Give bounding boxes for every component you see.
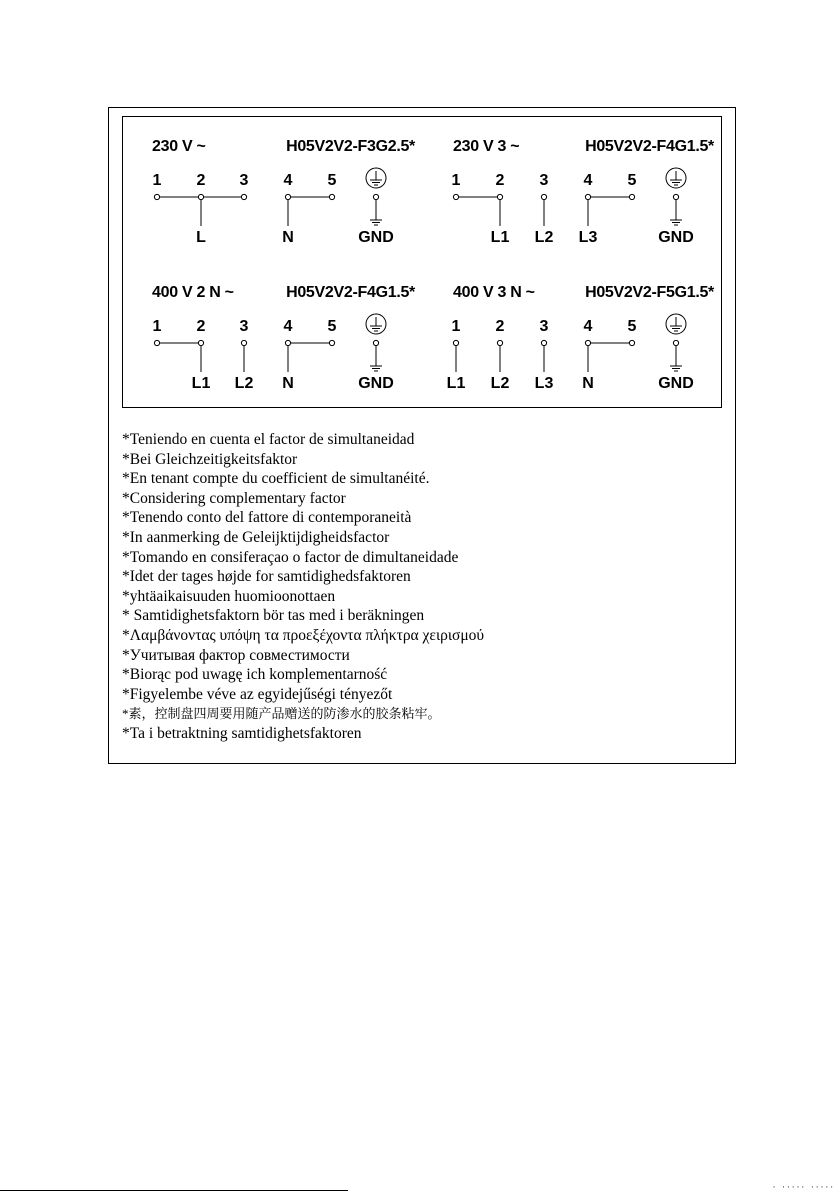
note-line: *素，控制盘四周要用随产品赠送的防渗水的胶条粘牢。	[122, 706, 441, 722]
terminal-point	[629, 194, 634, 199]
terminal-number: 4	[583, 318, 593, 335]
terminal-number: 4	[283, 318, 293, 335]
terminal-point	[541, 194, 546, 199]
voltage-label: 230 V 3 ~	[453, 138, 520, 155]
conductor-label: L1	[490, 229, 510, 246]
ground-terminal-point	[373, 194, 378, 199]
note-line: *Ta i betraktning samtidighetsfaktoren	[122, 724, 362, 742]
note-line: *Idet der tages højde for samtidighedsfaktoren	[122, 568, 411, 586]
terminal-number: 3	[239, 172, 249, 189]
conductor-label: GND	[658, 229, 694, 246]
ground-terminal-point	[673, 340, 678, 345]
cable-spec: H05V2V2-F4G1.5*	[585, 138, 714, 155]
terminal-point	[329, 340, 334, 345]
terminal-point	[285, 194, 290, 199]
terminal-number: 5	[627, 172, 637, 189]
terminal-number: 1	[152, 318, 162, 335]
terminal-point	[453, 340, 458, 345]
terminal-number: 3	[539, 172, 549, 189]
conductor-label: GND	[658, 375, 694, 392]
terminal-point	[154, 340, 159, 345]
terminal-point	[198, 340, 203, 345]
note-line: *Tomando en consiferaçao o factor de dimultaneidade	[122, 548, 459, 566]
terminal-point	[241, 340, 246, 345]
conductor-label: L1	[191, 375, 211, 392]
conductor-label: L2	[490, 375, 510, 392]
conductor-label: N	[582, 375, 594, 392]
conductor-label: L2	[534, 229, 554, 246]
terminal-point	[585, 194, 590, 199]
ground-terminal-point	[373, 340, 378, 345]
terminal-point	[198, 194, 203, 199]
terminal-point	[541, 340, 546, 345]
terminal-number: 2	[495, 172, 505, 189]
voltage-label: 400 V 2 N ~	[152, 284, 234, 301]
voltage-label: 230 V ~	[152, 138, 206, 155]
cable-spec: H05V2V2-F3G2.5*	[286, 138, 415, 155]
terminal-number: 1	[451, 318, 461, 335]
terminal-number: 5	[327, 172, 337, 189]
terminal-number: 4	[583, 172, 593, 189]
note-line: *Teniendo en cuenta el factor de simultaneidad	[122, 431, 415, 448]
cable-spec: H05V2V2-F5G1.5*	[585, 284, 714, 301]
cable-spec: H05V2V2-F4G1.5*	[286, 284, 415, 301]
terminal-number: 2	[196, 318, 206, 335]
conductor-label: L3	[578, 229, 598, 246]
terminal-number: 2	[495, 318, 505, 335]
note-line: *En tenant compte du coefficient de simultanéité.	[122, 470, 430, 488]
terminal-point	[585, 340, 590, 345]
panel-230v-three-phase	[423, 116, 722, 262]
terminal-number: 3	[239, 318, 249, 335]
note-line: * Samtidighetsfaktorn bör tas med i beräkningen	[122, 607, 425, 625]
note-line: *Figyelembe véve az egyidejűségi tényezőt	[122, 685, 393, 703]
note-line: *Considering complementary factor	[122, 489, 346, 507]
conductor-label: N	[282, 375, 294, 392]
terminal-number: 5	[627, 318, 637, 335]
note-line: *Учитывая фактор совместимости	[122, 646, 350, 664]
terminal-number: 1	[152, 172, 162, 189]
voltage-label: 400 V 3 N ~	[453, 284, 535, 301]
panel-230v-single-phase	[122, 116, 423, 262]
conductor-label: L	[196, 229, 206, 246]
page-footer-mark: · ····· ·····	[771, 1183, 834, 1192]
simultaneity-notes	[122, 430, 722, 744]
note-line: *Λαμβάνοντας υπόψη τα προεξέχοντα πλήκτρα χειρισμού	[122, 626, 485, 644]
conductor-label: L2	[234, 375, 254, 392]
note-line: *yhtäaikaisuuden huomioonottaen	[122, 587, 336, 605]
terminal-number: 3	[539, 318, 549, 335]
terminal-point	[497, 194, 502, 199]
terminal-number: 1	[451, 172, 461, 189]
note-line: *Biorąc pod uwagę ich komplementarność	[122, 666, 388, 684]
conductor-label: L1	[446, 375, 466, 392]
terminal-point	[453, 194, 458, 199]
terminal-number: 2	[196, 172, 206, 189]
terminal-number: 4	[283, 172, 293, 189]
note-line: *Tenendo conto del fattore di contemporaneità	[122, 509, 412, 527]
panel-400v-two-phase-neutral	[122, 262, 423, 408]
footer-rule	[0, 1190, 348, 1191]
ground-terminal-point	[673, 194, 678, 199]
note-line: *Bei Gleichzeitigkeitsfaktor	[122, 450, 298, 468]
conductor-label: GND	[358, 375, 394, 392]
terminal-point	[285, 340, 290, 345]
terminal-point	[629, 340, 634, 345]
terminal-number: 5	[327, 318, 337, 335]
terminal-point	[497, 340, 502, 345]
terminal-point	[241, 194, 246, 199]
conductor-label: N	[282, 229, 294, 246]
note-line: *In aanmerking de Geleijktijdigheidsfactor	[122, 528, 390, 546]
terminal-point	[154, 194, 159, 199]
conductor-label: GND	[358, 229, 394, 246]
panel-400v-three-phase-neutral	[423, 262, 722, 408]
terminal-point	[329, 194, 334, 199]
conductor-label: L3	[534, 375, 554, 392]
